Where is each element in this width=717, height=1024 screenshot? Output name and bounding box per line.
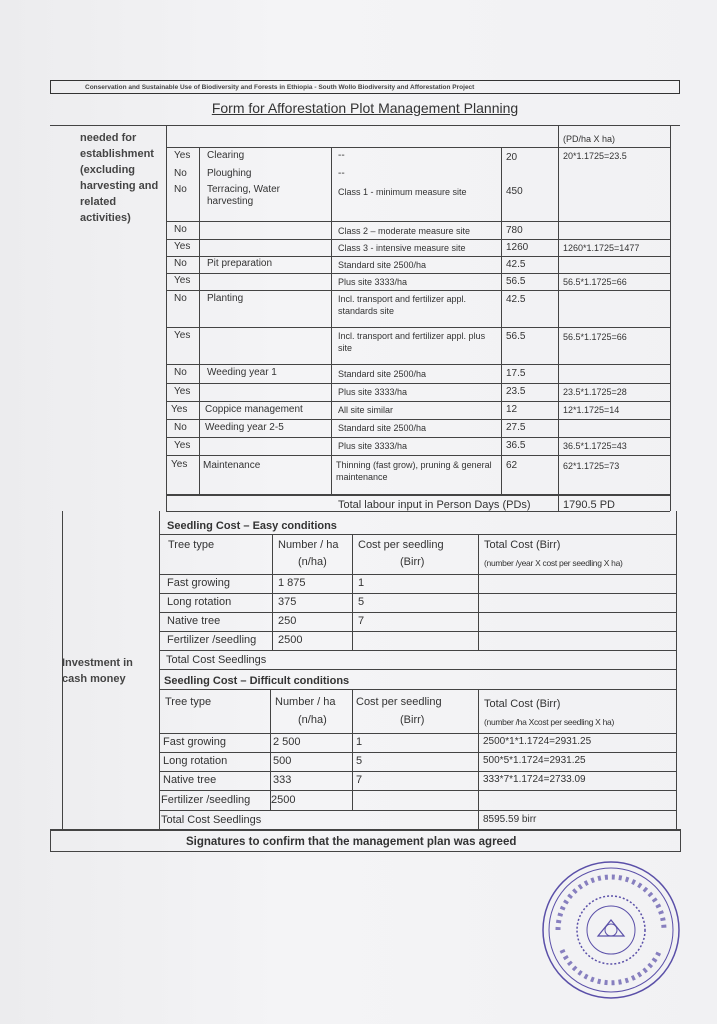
- yes-no-cell: No: [174, 293, 187, 304]
- pd-cell: 12: [506, 404, 518, 415]
- rule: [166, 455, 670, 456]
- pd-cell: 450: [506, 186, 523, 197]
- pd-cell: 42.5: [506, 259, 526, 270]
- site-cell: Plus site 3333/ha: [338, 277, 408, 287]
- pd-cell: 23.5: [506, 386, 526, 397]
- site-cell: --: [338, 150, 345, 161]
- difficult-header-number-sub: (n/ha): [298, 714, 327, 726]
- rule: [159, 574, 676, 575]
- yes-no-cell: No: [174, 258, 187, 269]
- easy-row-type: Fertilizer /seedling: [167, 634, 257, 646]
- difficult-row-number: 2500: [271, 794, 296, 806]
- calc-cell: 56.5*1.1725=66: [563, 277, 627, 287]
- site-cell: Standard site 2500/ha: [338, 260, 427, 270]
- rule: [159, 810, 676, 811]
- pd-cell: 20: [506, 152, 518, 163]
- rule: [50, 829, 51, 851]
- official-stamp: [536, 858, 686, 1003]
- rule: [478, 689, 479, 829]
- rule: [166, 364, 670, 365]
- rule: [166, 327, 670, 328]
- pd-cell: 42.5: [506, 294, 526, 305]
- rule: [159, 689, 676, 690]
- difficult-total-label: Total Cost Seedlings: [161, 814, 262, 826]
- easy-header-number: Number / ha: [278, 539, 339, 551]
- difficult-row-cost: 7: [356, 774, 363, 786]
- easy-title: Seedling Cost – Easy conditions: [167, 520, 337, 532]
- calc-cell: 62*1.1725=73: [563, 461, 620, 471]
- yes-no-cell: No: [174, 367, 187, 378]
- difficult-row-total: 333*7*1.1724=2733.09: [483, 774, 586, 785]
- easy-total-label: Total Cost Seedlings: [166, 654, 267, 666]
- yes-no-cell: Yes: [174, 330, 191, 341]
- difficult-title: Seedling Cost – Difficult conditions: [164, 675, 350, 687]
- easy-header-total: Total Cost (Birr): [484, 539, 561, 551]
- rule: [159, 771, 676, 772]
- rule: [159, 593, 676, 594]
- difficult-row-cost: 5: [356, 755, 363, 767]
- easy-row-cost: 7: [358, 615, 365, 627]
- yes-no-cell: No: [174, 224, 187, 235]
- rule: [159, 612, 676, 613]
- difficult-row-number: 2 500: [273, 736, 301, 748]
- rule: [166, 494, 670, 496]
- difficult-row-number: 333: [273, 774, 292, 786]
- site-cell: Class 3 - intensive measure site: [338, 243, 466, 253]
- rule: [352, 689, 353, 810]
- easy-header-number-sub: (n/ha): [298, 556, 327, 568]
- activity-cell: Maintenance: [203, 460, 261, 471]
- easy-row-number: 2500: [278, 634, 303, 646]
- difficult-total-value: 8595.59 birr: [483, 814, 537, 825]
- site-cell: Class 1 - minimum measure site: [338, 187, 467, 197]
- pd-cell: 56.5: [506, 331, 526, 342]
- easy-header-type: Tree type: [168, 539, 215, 551]
- difficult-row-type: Fertilizer /seedling: [161, 794, 251, 806]
- site-cell: Incl. transport and fertilizer appl. standards site: [338, 294, 467, 316]
- project-header: Conservation and Sustainable Use of Biodiversity and Forests in Ethiopia - South Wollo Biodiversity and Afforestation Project: [50, 80, 680, 94]
- yes-no-cell: No: [174, 422, 187, 433]
- pd-cell: 56.5: [506, 276, 526, 287]
- labour-section-label: needed for establishment (excluding harvesting and related activities): [80, 132, 159, 224]
- rule: [199, 147, 200, 494]
- site-cell: Plus site 3333/ha: [338, 441, 408, 451]
- yes-no-cell: No: [174, 168, 187, 179]
- calc-cell: 12*1.1725=14: [563, 405, 620, 415]
- easy-header-total-sub: (number /year X cost per seedling X ha): [484, 558, 623, 568]
- signatures-label: Signatures to confirm that the management plan was agreed: [186, 836, 517, 848]
- activity-cell: Coppice management: [205, 404, 303, 415]
- pd-cell: 780: [506, 225, 523, 236]
- yes-no-cell: Yes: [174, 241, 191, 252]
- rule: [166, 125, 167, 511]
- yes-no-cell: Yes: [171, 404, 188, 415]
- difficult-row-type: Fast growing: [163, 736, 226, 748]
- difficult-header-total: Total Cost (Birr): [484, 698, 561, 710]
- rule: [166, 437, 670, 438]
- site-cell: Standard site 2500/ha: [338, 423, 427, 433]
- yes-no-cell: Yes: [174, 150, 191, 161]
- easy-row-cost: 1: [358, 577, 365, 589]
- difficult-row-cost: 1: [356, 736, 363, 748]
- yes-no-cell: No: [174, 184, 187, 195]
- difficult-row-total: 2500*1*1.1724=2931.25: [483, 736, 592, 747]
- calc-cell: 20*1.1725=23.5: [563, 151, 627, 161]
- easy-row-type: Fast growing: [167, 577, 230, 589]
- site-cell: Class 2 – moderate measure site: [338, 226, 471, 236]
- difficult-row-type: Long rotation: [163, 755, 228, 767]
- yes-no-cell: Yes: [174, 386, 191, 397]
- easy-row-number: 1 875: [278, 577, 306, 589]
- activity-cell: Weeding year 2-5: [205, 422, 284, 433]
- rule: [159, 790, 676, 791]
- rule: [558, 125, 559, 511]
- pd-cell: 17.5: [506, 368, 526, 379]
- activity-cell: Planting: [207, 293, 244, 304]
- yes-no-cell: Yes: [174, 275, 191, 286]
- investment-label: Investment in cash money: [62, 657, 133, 685]
- rule: [159, 669, 676, 670]
- pd-cell: 62: [506, 460, 518, 471]
- pd-cell: 27.5: [506, 422, 526, 433]
- calc-cell: 1260*1.1725=1477: [563, 243, 640, 253]
- site-cell: Incl. transport and fertilizer appl. plus site: [338, 331, 486, 353]
- easy-row-type: Long rotation: [167, 596, 232, 608]
- site-cell: All site similar: [338, 405, 394, 415]
- difficult-header-cost-sub: (Birr): [400, 714, 425, 726]
- total-labour-value: 1790.5 PD: [563, 499, 615, 511]
- rule: [670, 125, 671, 511]
- rule: [166, 383, 670, 384]
- rule: [478, 534, 479, 650]
- rule: [166, 290, 670, 291]
- rule: [680, 829, 681, 851]
- difficult-row-total: 500*5*1.1724=2931.25: [483, 755, 586, 766]
- form-title: Form for Afforestation Plot Management Planning: [211, 100, 519, 116]
- rule: [166, 273, 670, 274]
- total-labour-label: Total labour input in Person Days (PDs): [338, 499, 531, 511]
- easy-row-type: Native tree: [167, 615, 221, 627]
- yes-no-cell: Yes: [171, 459, 188, 470]
- rule: [166, 511, 670, 512]
- pd-cell: 1260: [506, 242, 529, 253]
- difficult-header-total-sub: (number /ha Xcost per seedling X ha): [484, 717, 614, 727]
- rule: [159, 534, 676, 535]
- pd-cell: 36.5: [506, 440, 526, 451]
- site-cell: Thinning (fast grow), pruning & general maintenance: [336, 460, 492, 482]
- rule: [159, 511, 160, 829]
- easy-header-cost: Cost per seedling: [358, 539, 444, 551]
- activity-cell: Weeding year 1: [207, 367, 277, 378]
- activity-cell: Terracing, Water harvesting: [207, 184, 280, 207]
- calc-cell: 36.5*1.1725=43: [563, 441, 627, 451]
- calc-cell: 56.5*1.1725=66: [563, 332, 627, 342]
- rule: [166, 147, 670, 148]
- easy-header-cost-sub: (Birr): [400, 556, 425, 568]
- rule: [270, 689, 271, 810]
- rule: [676, 511, 677, 829]
- rule: [166, 239, 670, 240]
- activity-cell: Clearing: [207, 150, 245, 161]
- difficult-row-number: 500: [273, 755, 292, 767]
- rule: [272, 534, 273, 650]
- activity-cell: Ploughing: [207, 168, 252, 179]
- rule: [166, 221, 670, 222]
- rule: [159, 631, 676, 632]
- site-cell: --: [338, 168, 345, 179]
- rule: [331, 147, 332, 494]
- rule: [166, 419, 670, 420]
- site-cell: Standard site 2500/ha: [338, 369, 427, 379]
- difficult-row-type: Native tree: [163, 774, 217, 786]
- rule: [50, 851, 681, 852]
- rule: [166, 256, 670, 257]
- rule: [50, 829, 680, 831]
- easy-row-number: 375: [278, 596, 297, 608]
- difficult-header-type: Tree type: [165, 696, 212, 708]
- easy-row-cost: 5: [358, 596, 365, 608]
- calc-cell: 23.5*1.1725=28: [563, 387, 627, 397]
- rule: [159, 650, 676, 651]
- rule: [166, 401, 670, 402]
- easy-row-number: 250: [278, 615, 297, 627]
- activity-cell: Pit preparation: [207, 258, 273, 269]
- rule: [352, 534, 353, 650]
- yes-no-cell: Yes: [174, 440, 191, 451]
- rule: [50, 125, 680, 126]
- rule: [159, 752, 676, 753]
- difficult-header-cost: Cost per seedling: [356, 696, 442, 708]
- calc-header: (PD/ha X ha): [563, 134, 616, 144]
- rule: [501, 147, 502, 494]
- difficult-header-number: Number / ha: [275, 696, 336, 708]
- site-cell: Plus site 3333/ha: [338, 387, 408, 397]
- rule: [159, 733, 676, 734]
